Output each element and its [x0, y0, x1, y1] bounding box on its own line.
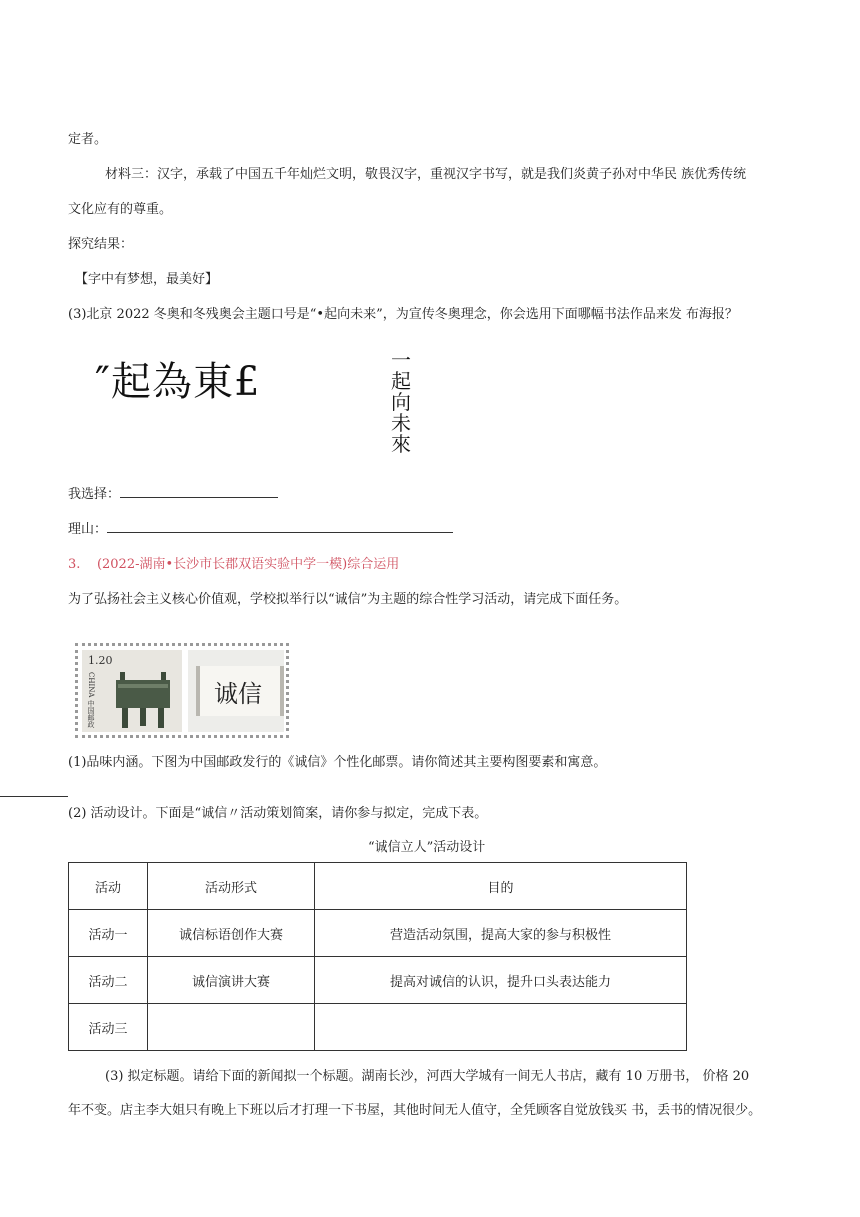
ding-vessel-icon: [110, 668, 176, 730]
table-cell: 活动三: [69, 1004, 148, 1051]
table-header-row: [69, 863, 687, 910]
reason-label: 理山：: [68, 522, 108, 537]
material-three: 材料三：汉字，承载了中国五千年灿烂文明，敬畏汉字，重视汉字书写，就是我们炎黄子孙对中华民 族优秀传统: [105, 167, 747, 182]
table-row: [69, 957, 687, 1004]
task-3-cont: 年不变。店主李大姐只有晚上下班以后才打理一下书屋，其他时间无人值守，全凭顾客自觉放钱买 书，丢书的情况很少。: [68, 1103, 762, 1118]
task-1: (1)品味内涵。下图为中国邮政发行的《诚信》个性化邮票。请你简述其主要构图要素和寓意。: [68, 755, 607, 770]
table-cell: 诚信标语创作大赛: [148, 910, 315, 957]
stamp-image: [75, 643, 289, 738]
text-line: 文化应有的尊重。: [68, 202, 173, 217]
calligraphy-vertical: [388, 350, 414, 455]
table-cell: 营造活动氛围，提高大家的参与积极性: [315, 910, 687, 957]
calli-char: 一: [391, 348, 411, 372]
calligraphy-horizontal: ″起為東£: [95, 359, 261, 405]
table-cell: 提高对诚信的认识，提升口头表达能力: [315, 957, 687, 1004]
activity-table: [68, 862, 687, 1051]
stamp-country: CHINA 中国邮政: [87, 672, 95, 728]
calli-char: 起: [391, 369, 411, 393]
stamp-scroll-panel: [188, 650, 284, 732]
intro-text: 为了弘扬社会主义核心价值观，学校拟举行以“诚信”为主题的综合性学习活动，请完成下面任务。: [68, 592, 628, 607]
table-header: 活动形式: [148, 863, 315, 910]
table-header: 活动: [69, 863, 148, 910]
calli-char: 未: [391, 411, 411, 435]
reason-line: [68, 518, 453, 537]
stamp-denomination: 1.20: [88, 654, 113, 667]
choice-blank[interactable]: [120, 497, 278, 498]
scroll-icon: [196, 666, 284, 716]
question-3: (3)北京 2022 冬奥和冬残奥会主题口号是“•起向未来”，为宣传冬奥理念，你会选用下面哪幅书法作品来发 布海报？: [68, 307, 738, 322]
choice-label: 我选择：: [68, 487, 121, 502]
table-cell-blank[interactable]: [148, 1004, 315, 1051]
divider: [0, 796, 68, 797]
table-row: [69, 1004, 687, 1051]
question-source: (2022-湖南•长沙市长郡双语实验中学一模)综合运用: [96, 557, 400, 572]
table-header: 目的: [315, 863, 687, 910]
calli-char: 來: [391, 432, 411, 456]
calli-char: 向: [391, 390, 411, 414]
choice-line: [68, 483, 278, 502]
question-3-header: [68, 553, 399, 572]
table-cell-blank[interactable]: [315, 1004, 687, 1051]
reason-blank[interactable]: [107, 532, 453, 533]
table-cell: 活动二: [69, 957, 148, 1004]
text-line: 定者。: [68, 132, 108, 147]
task-2: (2) 活动设计。下面是“诚信〃活动策划简案，请你参与拟定，完成下表。: [68, 806, 488, 821]
table-cell: 活动一: [69, 910, 148, 957]
table-row: [69, 910, 687, 957]
section-title: 【字中有梦想，最美好】: [75, 272, 219, 287]
task-3: (3) 拟定标题。请给下面的新闻拟一个标题。湖南长沙，河西大学城有一间无人书店，藏有 10 万册书， 价格 20: [105, 1069, 750, 1084]
stamp-ding-panel: [82, 650, 182, 732]
question-number: 3.: [68, 557, 81, 572]
results-heading: 探究结果：: [68, 237, 134, 252]
table-caption: “诚信立人”活动设计: [368, 840, 486, 855]
table-cell: 诚信演讲大赛: [148, 957, 315, 1004]
stamp-title: 诚信: [214, 680, 262, 708]
